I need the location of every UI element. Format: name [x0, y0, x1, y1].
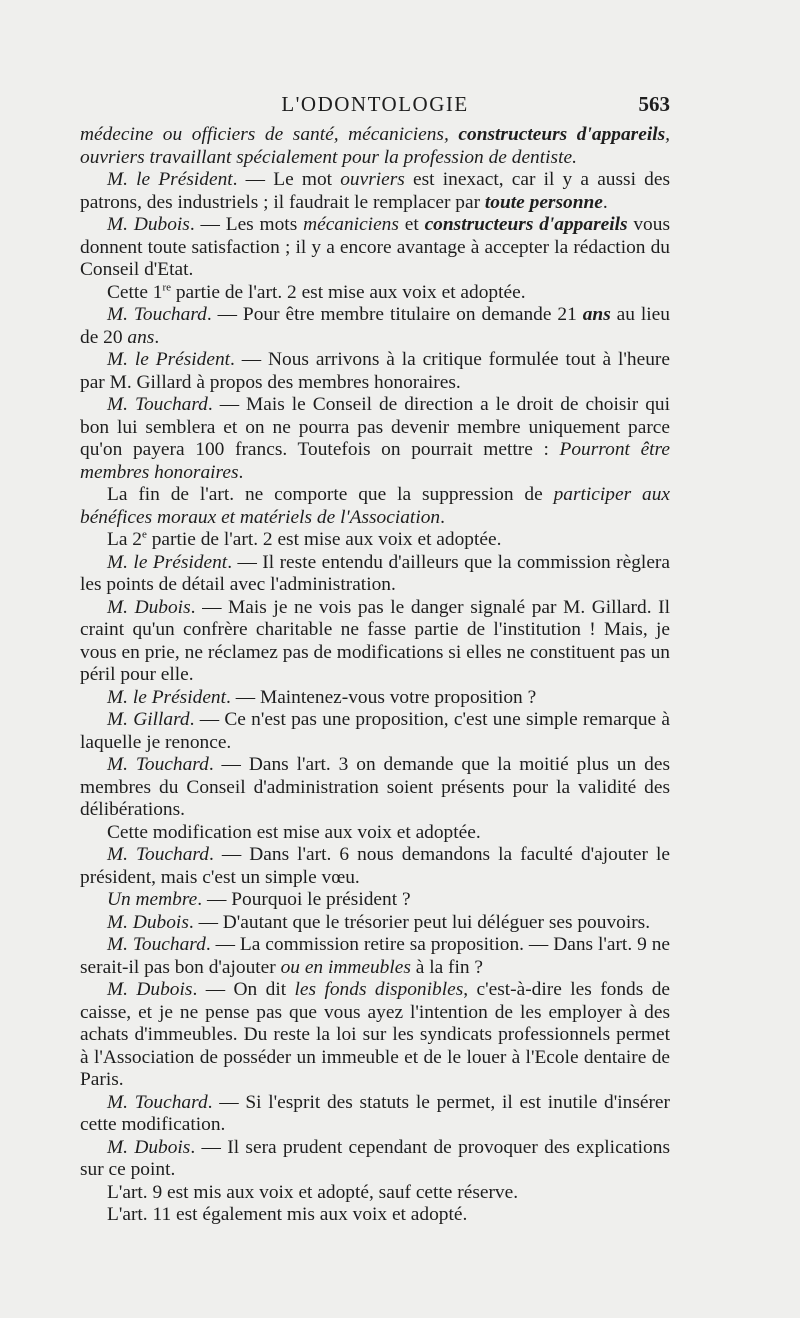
speaker-name: Un membre — [107, 889, 198, 910]
speaker-name: M. Dubois — [107, 596, 191, 618]
text-run: ans — [582, 304, 611, 325]
text-run: les fonds disponibles — [294, 979, 464, 1000]
superscript: e — [142, 528, 147, 541]
paragraph — [80, 214, 670, 282]
text-run: . — [154, 326, 160, 348]
paragraph — [80, 822, 670, 845]
paragraph — [80, 889, 670, 912]
text-run: ou en immeubles — [280, 956, 411, 978]
text-run: Cette 1 — [107, 281, 163, 303]
paragraph — [80, 552, 670, 597]
text-run: . — Il sera prudent cependant de provoquer des explications sur ce point. — [80, 1136, 670, 1180]
journal-title: L'ODONTOLOGIE — [281, 92, 469, 116]
text-run: . — Dans l'art. 6 nous demandons la faculté d'ajouter le président, mais c'est un simple vœu. — [80, 844, 670, 888]
paragraph — [80, 597, 670, 687]
text-run: médecine ou officiers de santé, mécaniciens, — [80, 124, 459, 145]
text-run: à la fin ? — [410, 956, 484, 978]
text-run: ouvriers — [340, 169, 405, 190]
paragraph — [80, 687, 670, 710]
paragraph — [80, 912, 670, 935]
superscript: re — [162, 281, 172, 294]
paragraph — [80, 349, 670, 394]
speaker-name: M. le Président — [107, 349, 231, 370]
text-run: toute personne — [484, 191, 603, 213]
paragraph — [80, 282, 670, 305]
text-run: . — [440, 506, 445, 528]
speaker-name: M. Touchard — [107, 754, 209, 775]
speaker-name: M. Touchard — [107, 934, 206, 955]
text-run: Cette modification est mise aux voix et adoptée. — [107, 821, 481, 843]
speaker-name: M. le Président — [107, 169, 233, 190]
paragraph — [80, 1092, 670, 1137]
text-run: et — [398, 214, 425, 235]
text-run: . — Le mot — [232, 169, 341, 190]
speaker-name: M. Dubois — [107, 214, 190, 235]
paragraph — [80, 169, 670, 214]
speaker-name: M. Gillard — [107, 709, 190, 730]
text-run: participer aux bénéfices moraux et matériels de l'Association — [80, 484, 670, 528]
text-run: Pourront être membres honoraires — [80, 439, 670, 483]
text-run: est inexact, car il y a aussi des patrons, des industriels ; il faudrait le remplacer par — [80, 169, 670, 213]
speaker-name: M. Dubois — [107, 1136, 191, 1158]
text-run: La fin de l'art. ne comporte que la suppression de — [107, 484, 554, 505]
text-run: vous donnent toute satisfaction ; il y a encore avantage à accepter la rédaction du Conseil d'Etat. — [80, 214, 670, 280]
text-run: . — Les mots — [189, 214, 304, 235]
text-run: . — Dans l'art. 3 on demande que la moitié plus un des membres du Conseil d'administration soient présents pour la validité des délibérations. — [80, 754, 670, 820]
paragraph — [80, 1137, 670, 1182]
body-text — [80, 124, 670, 1227]
speaker-name: M. Dubois — [107, 979, 193, 1000]
paragraph — [80, 394, 670, 484]
text-run: . — Pour être membre titulaire on demande 21 — [206, 304, 583, 325]
running-header — [80, 92, 670, 122]
paragraph — [80, 844, 670, 889]
speaker-name: M. Touchard — [107, 394, 208, 415]
text-run: L'art. 11 est également mis aux voix et adopté. — [107, 1204, 468, 1225]
paragraph — [80, 529, 670, 552]
text-run: au lieu de 20 — [80, 304, 670, 348]
text-run: . — [602, 191, 608, 213]
text-run: . — Ce n'est pas une proposition, c'est une simple remarque à laquelle je renonce. — [80, 709, 670, 753]
text-run: , c'est-à-dire les fonds de caisse, et je ne pense pas que vous ayez l'intention de les employer à des achats d'immeubles. Du reste la loi sur les syndicats professionnels permet à l'Association de posséder un immeuble et de le louer à l'Ecole dentaire de Paris. — [80, 979, 670, 1090]
speaker-name: M. Touchard — [107, 844, 209, 865]
text-run: . — La commission retire sa proposition. — Dans l'art. 9 ne serait-il pas bon d'ajouter — [80, 934, 670, 978]
speaker-name: M. Touchard — [107, 1091, 208, 1113]
text-run: constructeurs d'appareils — [424, 214, 628, 235]
text-run: partie de l'art. 2 est mise aux voix et adoptée. — [171, 281, 526, 303]
speaker-name: M. Dubois — [107, 911, 189, 933]
text-run: mécaniciens — [303, 214, 399, 235]
text-run: . — D'autant que le trésorier peut lui déléguer ses pouvoirs. — [188, 911, 651, 933]
text-run: , ouvriers travaillant spécialement pour la profession de dentiste. — [80, 124, 670, 168]
text-run: . — Nous arrivons à la critique formulée tout à l'heure par M. Gillard à propos des membres honoraires. — [80, 349, 670, 393]
text-run: L'art. 9 est mis aux voix et adopté, sauf cette réserve. — [107, 1181, 519, 1203]
paragraph — [80, 979, 670, 1092]
speaker-name: M. le Président — [107, 686, 227, 708]
text-run: constructeurs d'appareils — [458, 124, 666, 145]
paragraph — [80, 1204, 670, 1227]
text-run: partie de l'art. 2 est mise aux voix et adoptée. — [146, 529, 502, 550]
text-run: ans — [127, 326, 155, 348]
paragraph — [80, 709, 670, 754]
text-run: . — On dit — [192, 979, 295, 1000]
text-run: . — Mais le Conseil de direction a le droit de choisir qui bon lui semblera et on ne pourra pas devenir membre uniquement parce qu'on payera 100 francs. Toutefois on pourrait mettre : — [80, 394, 671, 460]
text-run: . — Pourquoi le président ? — [197, 889, 411, 910]
text-run: . — Maintenez-vous votre proposition ? — [226, 686, 537, 708]
paragraph — [80, 934, 670, 979]
text-run: . — Il reste entendu d'ailleurs que la commission règlera les points de détail avec l'administration. — [80, 551, 670, 595]
text-run: La 2 — [107, 529, 142, 550]
paragraph — [80, 124, 670, 169]
text-run: . — [238, 461, 244, 483]
paragraph — [80, 304, 670, 349]
paragraph — [80, 484, 670, 529]
text-run: . — Mais je ne vois pas le danger signalé par M. Gillard. Il craint qu'un confrère charitable ne fasse partie de l'institution ! Mais, je vous en prie, ne réclamez pas de modifications si elles ne constituent pas un péril pour elle. — [80, 596, 670, 685]
paragraph — [80, 754, 670, 822]
paragraph — [80, 1182, 670, 1205]
speaker-name: M. le Président — [107, 551, 228, 573]
page-number: 563 — [638, 92, 670, 116]
text-run: . — Si l'esprit des statuts le permet, il est inutile d'insérer cette modification. — [80, 1091, 670, 1135]
speaker-name: M. Touchard — [107, 304, 207, 325]
